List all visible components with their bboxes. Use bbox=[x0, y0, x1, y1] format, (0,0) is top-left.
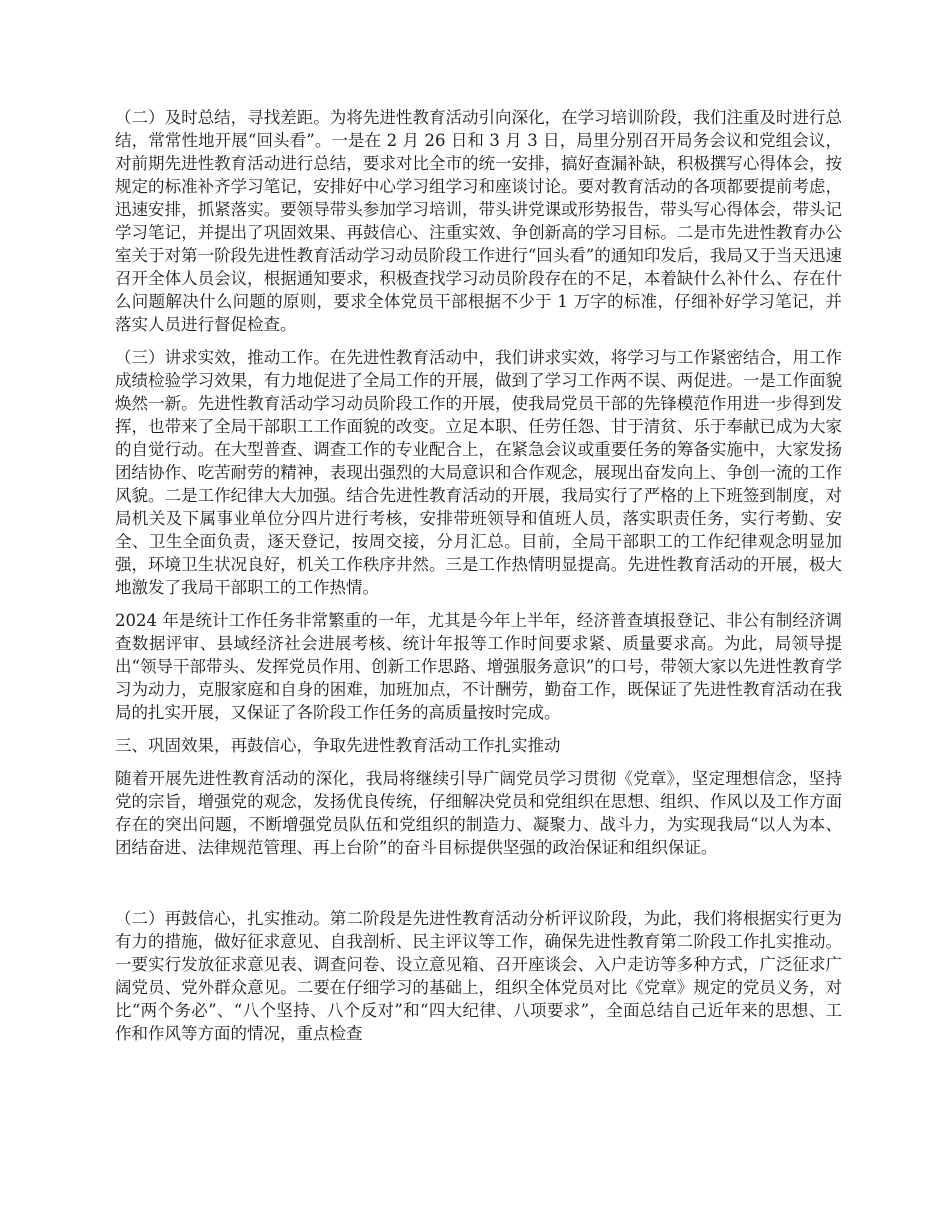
document-page bbox=[115, 106, 842, 1055]
section-heading: 三、巩固效果，再鼓信心，争取先进性教育活动工作扎实推动 bbox=[115, 736, 561, 755]
paragraph-deepening: 随着开展先进性教育活动的深化，我局将继续引导广阔党员学习贯彻《党章》，坚定理想信念，坚持党的宗旨，增强党的观念，发扬优良传统，仔细解决党员和党组织在思想、组织、作风以及工作方面存在的突出问题，不断增强党员队伍和党组织的制造力、凝聚力、战斗力，为实现我局“以人为本、团结奋进、法律规范管理、再上台阶”的奋斗目标提供坚强的政治保证和组织保证。 bbox=[115, 769, 842, 857]
paragraph-summary: （二）及时总结，寻找差距。为将先进性教育活动引向深化，在学习培训阶段，我们注重及时进行总结，常常性地开展“回头看”。一是在 2 月 26 日和 3 月 3 日，局里分别召开局务会议和党组会议，对前期先进性教育活动进行总结，要求对比全市的统一安排，搞好查漏补缺，积极撰写心得体会，按规定的标准补齐学习笔记，安排好中心学习组学习和座谈讨论。要对教育活动的各项都要提前考虑，迅速安排，抓紧落实。要领导带头参加学习培训，带头讲党课或形势报告，带头写心得体会，带头记学习笔记，并提出了巩固效果、再鼓信心、注重实效、争创新高的学习目标。二是市先进性教育办公室关于对第一阶段先进性教育活动学习动员阶段工作进行“回头看”的通知印发后，我局又于当天迅速召开全体人员会议，根据通知要求，积极查找学习动员阶段存在的不足，本着缺什么补什么、存在什么问题解决什么问题的原则，要求全体党员干部根据不少于 1 万字的标准，仔细补好学习笔记，并落实人员进行督促检查。 bbox=[115, 108, 842, 334]
paragraph-statistics-2024: 2024 年是统计工作任务非常繁重的一年，尤其是今年上半年，经济普查填报登记、非公有制经济调查数据评审、县域经济社会进展考核、统计年报等工作时间要求紧、质量要求高。为此，局领导提出“领导干部带头、发挥党员作用、创新工作思路、增强服务意识”的口号，带领大家以先进性教育学习为动力，克服家庭和自身的困难，加班加点，不计酬劳，勤奋工作，既保证了先进性教育活动在我局的扎实开展，又保证了各阶段工作任务的高质量按时完成。 bbox=[115, 611, 842, 722]
paragraph-confidence: （二）再鼓信心，扎实推动。第二阶段是先进性教育活动分析评议阶段，为此，我们将根据实行更为有力的措施，做好征求意见、自我剖析、民主评议等工作，确保先进性教育第二阶段工作扎实推动。一要实行发放征求意见表、调查问卷、设立意见箱、召开座谈会、入户走访等多种方式，广泛征求广阔党员、党外群众意见。二要在仔细学习的基础上，组织全体党员对比《党章》规定的党员义务，对比“两个务必”、“八个坚持、八个反对”和“四大纪律、八项要求”，全面总结自己近年来的思想、工作和作风等方面的情况，重点检查 bbox=[115, 909, 842, 1043]
section-spacer bbox=[115, 869, 842, 907]
paragraph-practical-results: （三）讲求实效，推动工作。在先进性教育活动中，我们讲求实效，将学习与工作紧密结合，用工作成绩检验学习效果，有力地促进了全局工作的开展，做到了学习工作两不误、两促进。一是工作面貌焕然一新。先进性教育活动学习动员阶段工作的开展，使我局党员干部的先锋模范作用进一步得到发挥，也带来了全局干部职工工作面貌的改变。立足本职、任劳任怨、甘于清贫、乐于奉献已成为大家的自觉行动。在大型普查、调查工作的专业配合上，在紧急会议或重要任务的筹备实施中，大家发扬团结协作、吃苦耐劳的精神，表现出强烈的大局意识和合作观念，展现出奋发向上、争创一流的工作风貌。二是工作纪律大大加强。结合先进性教育活动的开展，我局实行了严格的上下班签到制度，对局机关及下属事业单位分四片进行考核，安排带班领导和值班人员，落实职责任务，实行考勤、安全、卫生全面负责，逐天登记，按周交接，分月汇总。目前，全局干部职工的工作纪律观念明显加强，环境卫生状况良好，机关工作秩序井然。三是工作热情明显提高。先进性教育活动的开展，极大地激发了我局干部职工的工作热情。 bbox=[115, 348, 842, 597]
